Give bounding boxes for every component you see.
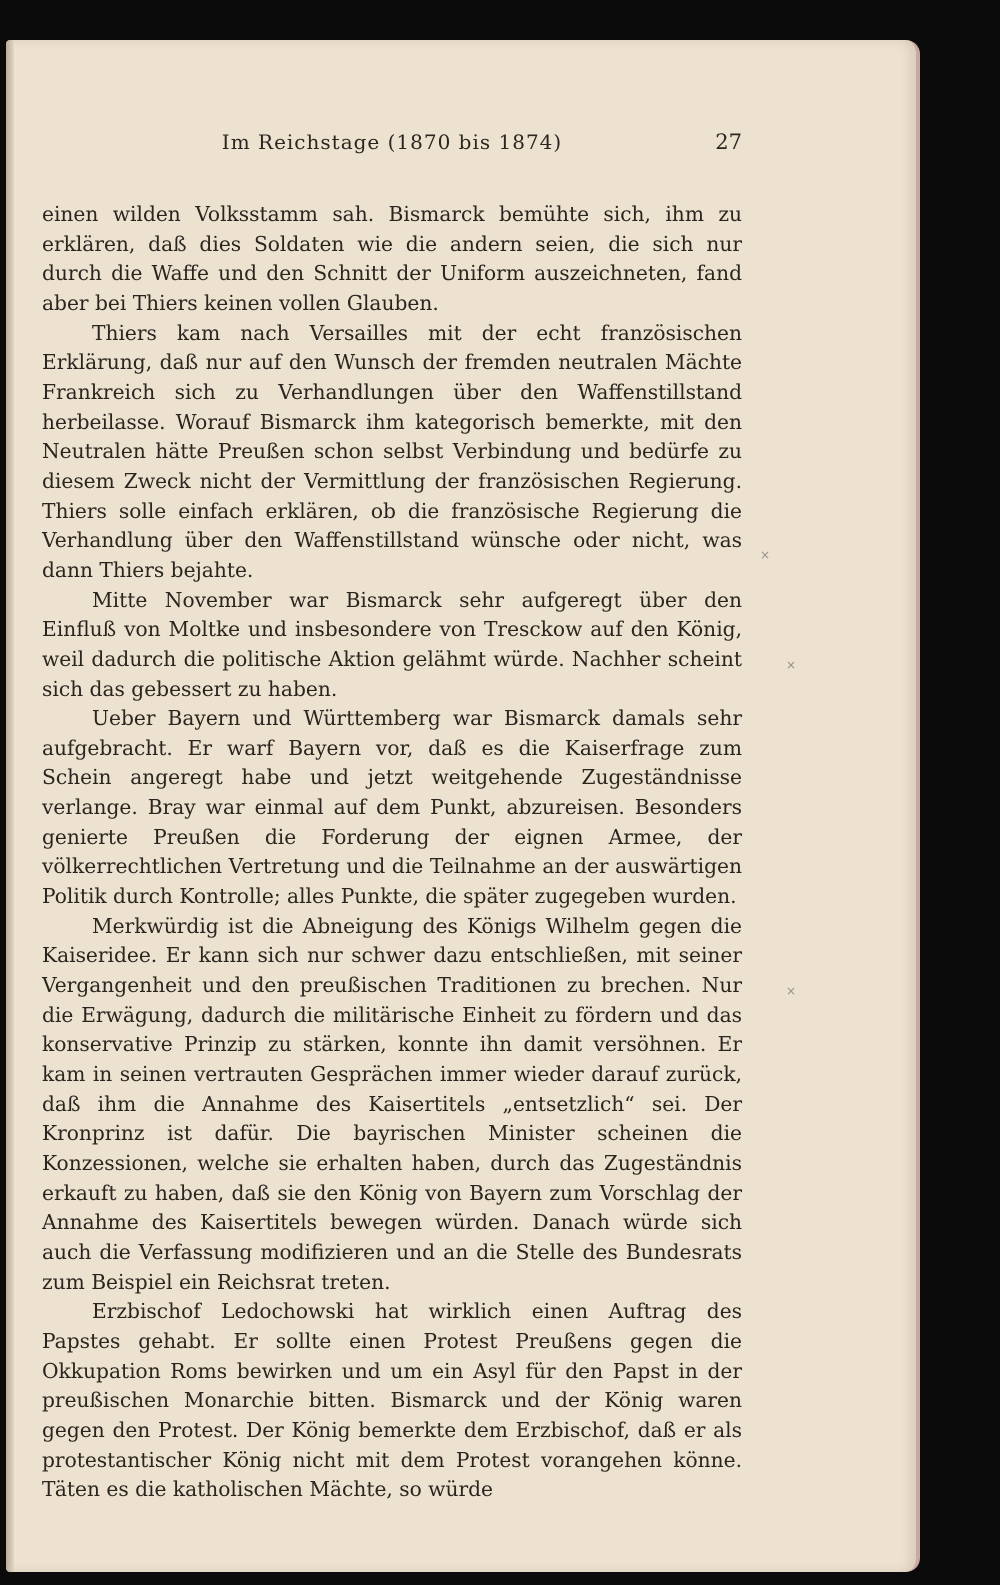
paragraph: Merkwürdig ist die Abneigung des Königs Wilhelm gegen die Kaiseridee. Er kann sich nur schwer dazu entschließen, mit seiner Vergangenheit und den preußischen Traditionen zu brechen. Nur die Erwägung, dadurch die militärische Einheit zu fördern und das konservative Prinzip zu stärken, konnte ihn damit versöhnen. Er kam in seinen vertrauten Gesprächen immer wieder darauf zurück, daß ihm die Annahme des Kaisertitels „entsetzlich“ sei. Der Kronprinz ist dafür. Die bayrischen Minister scheinen die Konzessionen, welche sie erhalten haben, durch das Zugeständnis erkauft zu haben, daß sie den König von Bayern zum Vorschlag der Annahme des Kaisertitels bewegen würden. Danach würde sich auch die Verfassung modifizieren und an die Stelle des Bundesrats zum Beispiel ein Reichsrat treten. <box>42 913 742 1294</box>
margin-pencil-mark: × <box>786 658 797 672</box>
running-title: Im Reichstage (1870 bis 1874) <box>221 130 563 154</box>
body-text <box>42 200 742 1505</box>
margin-pencil-mark: × <box>786 984 797 998</box>
page-header <box>42 122 742 162</box>
paragraph: Erzbischof Ledochowski hat wirklich einen Auftrag des Papstes gehabt. Er sollte einen Protest Preußens gegen die Okkupation Roms bewirken und um ein Asyl für den Papst in der preußischen Monarchie bitten. Bismarck und der König waren gegen den Protest. Der König bemerkte dem Erzbischof, daß er als protestantischer König nicht mit dem Protest vorangehen könne. Täten es die katholischen Mächte, so würde <box>42 1299 742 1502</box>
paragraph: einen wilden Volksstamm sah. Bismarck bemühte sich, ihm zu erklären, daß dies Soldaten wie die andern seien, die sich nur durch die Waffe und den Schnitt der Uniform auszeichneten, fand aber bei Thiers keinen vollen Glauben. <box>42 202 742 315</box>
paragraph: Mitte November war Bismarck sehr aufgeregt über den Einfluß von Moltke und insbesondere von Tresckow auf den König, weil dadurch die politische Aktion gelähmt würde. Nachher scheint sich das gebessert zu haben. <box>42 587 742 701</box>
margin-pencil-mark: × <box>760 548 771 562</box>
paragraph: Thiers kam nach Versailles mit der echt französischen Erklärung, daß nur auf den Wunsch der fremden neutralen Mächte Frankreich sich zu Verhandlungen über den Waffenstillstand herbeilasse. Worauf Bismarck ihm kategorisch bemerkte, mit den Neutralen hätte Preußen schon selbst Verbindung und bedürfe zu diesem Zweck nicht der Vermittlung der französischen Regierung. Thiers solle einfach erklären, ob die französische Regierung die Verhandlung über den Waffenstillstand wünsche oder nicht, was dann Thiers bejahte. <box>42 320 742 582</box>
page-number: 27 <box>715 130 742 154</box>
page-binding-edge <box>6 40 14 1572</box>
paragraph: Ueber Bayern und Württemberg war Bismarck damals sehr aufgebracht. Er warf Bayern vor, daß es die Kaiserfrage zum Schein angeregt habe und jetzt weitgehende Zugeständnisse verlange. Bray war einmal auf dem Punkt, abzureisen. Besonders genierte Preußen die Forderung der eignen Armee, der völkerrechtlichen Vertretung und die Teilnahme an der auswärtigen Politik durch Kontrolle; alles Punkte, die später zugegeben wurden. <box>42 706 742 909</box>
